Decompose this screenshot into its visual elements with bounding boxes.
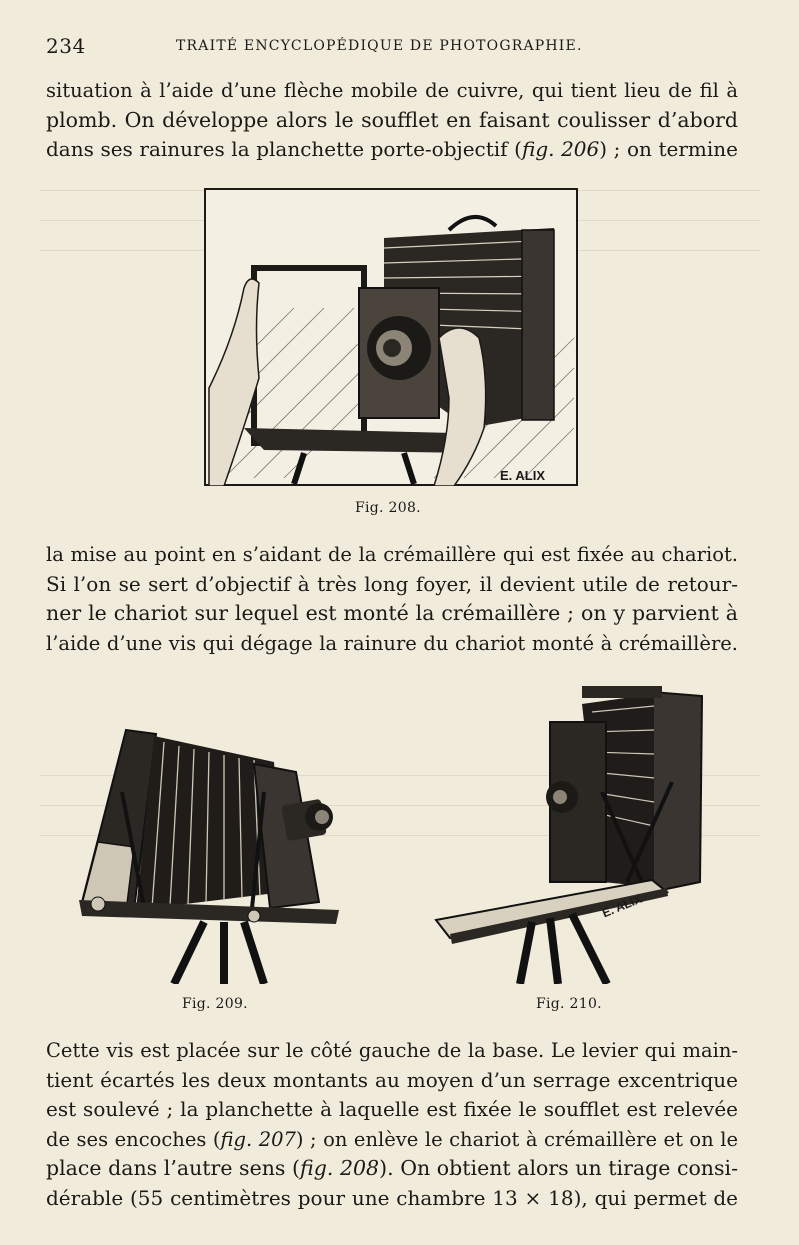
text-line: l’aide d’une vis qui dégage la rainure du chariot monté à crémaillère.	[46, 631, 738, 655]
text-line: ner le chariot sur lequel est monté la crémaillère ; on y parvient à	[46, 601, 738, 625]
paragraph-2	[46, 540, 738, 658]
paragraph-3	[46, 1036, 738, 1213]
text-line: dérable (55 centimètres pour une chambre 13 × 18), qui permet de	[46, 1185, 738, 1210]
text-line: dans ses rainures la planchette porte-objectif (fig. 206) ; on termine	[46, 137, 739, 161]
figure-209	[74, 722, 346, 984]
running-title: TRAITÉ ENCYCLOPÉDIQUE DE PHOTOGRAPHIE.	[176, 38, 583, 54]
figure-210	[432, 682, 712, 984]
figure-208	[204, 188, 578, 486]
paragraph-1	[46, 76, 738, 165]
text-line: tient écartés les deux montants au moyen d’un serrage excentrique	[46, 1067, 738, 1092]
figure-210-caption: Fig. 210.	[536, 996, 602, 1012]
page-number: 234	[46, 34, 86, 58]
text-line: de ses encoches (fig. 207) ; on enlève le chariot à crémaillère et on le	[46, 1127, 739, 1151]
text-line: situation à l’aide d’une flèche mobile de cuivre, qui tient lieu de fil à	[46, 79, 738, 102]
engraver-signature: E. ALIX	[500, 468, 546, 483]
camera-engraving-209	[74, 722, 346, 984]
text-line: la mise au point en s’aidant de la crémaillère qui est fixée au chariot.	[46, 543, 738, 566]
figure-208-caption: Fig. 208.	[355, 500, 421, 516]
figure-209-caption: Fig. 209.	[182, 996, 248, 1012]
page-header	[46, 34, 747, 64]
text-line: plomb. On développe alors le soufflet en faisant coulisser d’abord	[46, 107, 738, 132]
text-line: est soulevé ; la planchette à laquelle est fixée le soufflet est relevée	[46, 1097, 738, 1121]
engraver-signature: E. ALIX	[600, 891, 644, 921]
text-line: place dans l’autre sens (fig. 208). On obtient alors un tirage consi-	[46, 1156, 738, 1180]
camera-engraving-208	[204, 188, 578, 486]
text-line: Si l’on se sert d’objectif à très long foyer, il devient utile de retour-	[46, 571, 738, 596]
text-line: Cette vis est placée sur le côté gauche de la base. Le levier qui main-	[46, 1039, 738, 1062]
camera-engraving-210	[432, 682, 712, 984]
